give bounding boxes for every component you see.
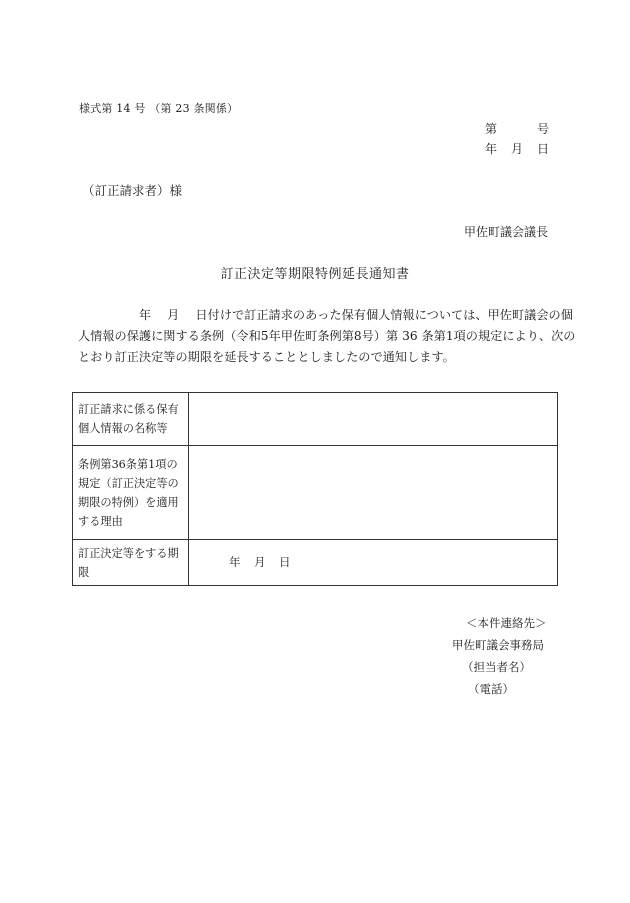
sender: 甲佐町議会議長 (463, 225, 548, 239)
addressee: （訂正請求者）様 (82, 183, 183, 198)
contact-office: 甲佐町議会事務局 (452, 638, 544, 652)
info-table (72, 392, 558, 586)
document-date: 年 月 日 (484, 142, 550, 156)
table-row (73, 446, 558, 540)
row-label-info-name: 訂正請求に係る保有 個人情報の名称等 (73, 393, 189, 446)
contact-person: （担当者名） (462, 660, 531, 674)
contact-heading: ＜本件連絡先＞ (466, 616, 547, 630)
table-row (73, 540, 558, 586)
body-line: 年 月 日付けで訂正請求のあった保有個人情報については、甲佐町議会の個 (78, 308, 573, 322)
form-number-label: 様式第 14 号 （第 23 条関係） (79, 102, 239, 115)
body-line: とおり訂正決定等の期限を延長することとしましたので通知します。 (78, 350, 455, 364)
row-value-info-name (189, 393, 558, 446)
body-paragraph (78, 305, 576, 368)
table-row (73, 393, 558, 446)
document-title: 訂正決定等期限特例延長通知書 (220, 267, 410, 282)
document-number: 第 号 (484, 122, 550, 136)
contact-block (440, 612, 570, 700)
body-line: 人情報の保護に関する条例（令和5年甲佐町条例第8号）第 36 条第1項の規定により、次の (78, 329, 576, 343)
row-value-reason (189, 446, 558, 540)
row-label-reason: 条例第36条第1項の 規定（訂正決定等の 期限の特例）を適用 する理由 (73, 446, 189, 540)
row-value-deadline: 年 月 日 (189, 540, 558, 586)
contact-phone: （電話） (468, 682, 514, 696)
row-label-deadline: 訂正決定等をする期 限 (73, 540, 189, 586)
